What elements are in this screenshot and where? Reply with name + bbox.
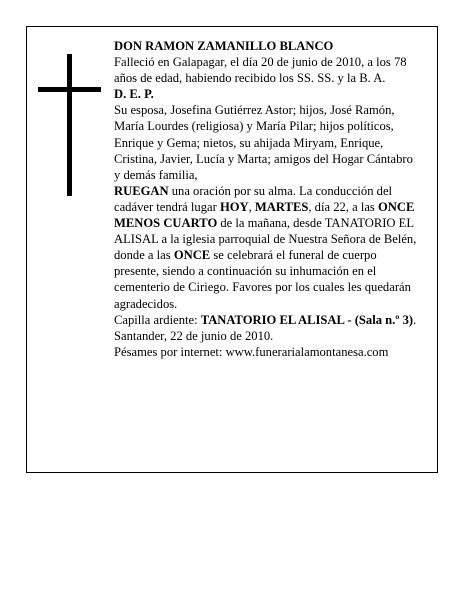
- ruegan-word: RUEGAN: [114, 183, 169, 198]
- funeral-request: RUEGAN una oración por su alma. La conducción del cadáver tendrá lugar HOY, MARTES, día 22, a las ONCE MENOS CUARTO de la mañana, desde TANATORIO EL ALISAL a la iglesia parroquial de Nuestra Señora de Belén, donde a las ONCE se celebrará el funeral de cuerpo presente, siendo a continuación su inhumación en el cementerio de Ciriego. Favores por los cuales les quedarán agradecidos.: [114, 183, 417, 311]
- cross-icon: [67, 54, 72, 196]
- obituary-text: [114, 38, 422, 360]
- chapel-place: TANATORIO EL ALISAL - (Sala n.º 3): [200, 312, 414, 327]
- deceased-name: DON RAMON ZAMANILLO BLANCO: [114, 39, 334, 53]
- martes-word: MARTES: [254, 199, 309, 214]
- death-notice: Falleció en Galapagar, el día 20 de junio de 2010, a los 78 años de edad, habiendo recibido los SS. SS. y la B. A.: [114, 55, 407, 86]
- family-list: Su esposa, Josefina Gutiérrez Astor; hijos, José Ramón, María Lourdes (religiosa) y María Pilar; hijos políticos, Enrique y Gema; nietos, su ahijada Miryam, Enrique, Cristina, Javier, Lucía y Marta; amigos del Hogar Cántabro y demás familia,: [114, 103, 413, 182]
- rip-line: D. E. P.: [114, 87, 154, 102]
- chapel-line: Capilla ardiente: TANATORIO EL ALISAL - (Sala n.º 3).: [114, 312, 417, 327]
- once-word: ONCE: [173, 248, 211, 263]
- condolences-line: Pésames por internet: www.funerarialamontanesa.com: [114, 344, 389, 359]
- funeral-time: ONCE MENOS CUARTO: [114, 199, 415, 231]
- cross-icon-bar: [38, 87, 101, 92]
- place-date: Santander, 22 de junio de 2010.: [114, 328, 274, 343]
- hoy-word: HOY: [219, 199, 249, 214]
